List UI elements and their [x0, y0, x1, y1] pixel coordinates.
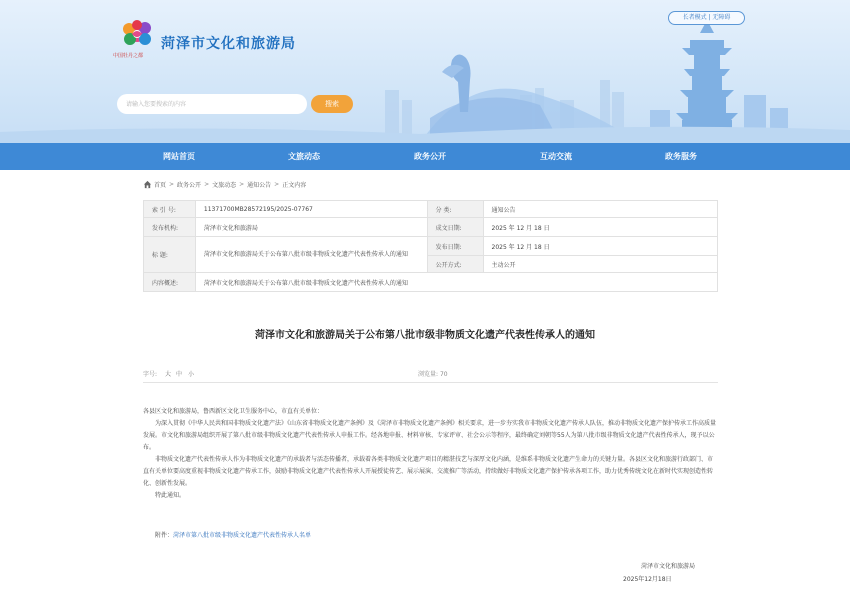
- published-date-label: 发布日期:: [427, 237, 483, 256]
- article-meta: [143, 369, 718, 381]
- created-date-value: 2025 年 12 月 18 日: [483, 218, 718, 237]
- main-nav: [0, 143, 850, 170]
- article-body: [143, 406, 718, 502]
- search-input[interactable]: [117, 94, 307, 114]
- home-icon: [143, 180, 152, 189]
- breadcrumb-separator: >: [239, 180, 245, 188]
- disclosure-method-label: 公开方式:: [427, 256, 483, 273]
- nav-item-interaction[interactable]: 互动交流: [540, 152, 572, 161]
- view-count-value: 70: [439, 371, 448, 378]
- site-title[interactable]: 菏泽市文化和旅游局: [161, 36, 296, 52]
- paragraph: 为深入贯彻《中华人民共和国非物质文化遗产法》《山东省非物质文化遗产条例》及《菏泽市非物质文化遗产条例》相关要求，进一步夯实我市非物质文化遗产传承人队伍，推动非物质文化遗产保护传承工作高质量发展。市文化和旅游局组织开展了第八批市级非物质文化遗产代表性传承人申报工作。经各地申报、材料审核、专家评审、社会公示等程序，最终确定刘朝等55人为第八批市级非物质文化遗产代表性传承人，现予以公布。: [143, 420, 717, 451]
- summary-value: 菏泽市文化和旅游局关于公布第八批市级非物质文化遗产代表性传承人的通知: [195, 273, 717, 292]
- site-header: [0, 0, 850, 143]
- index-number-label: 索 引 号:: [144, 201, 196, 218]
- logo-tagline: 中国牡丹之都: [113, 53, 144, 59]
- font-size-medium[interactable]: 中: [176, 371, 183, 378]
- summary-label: 内容概述:: [144, 273, 196, 292]
- font-size-large[interactable]: 大: [165, 371, 172, 378]
- accessibility-links[interactable]: 长者模式 | 无障碍: [668, 11, 745, 25]
- font-size-small[interactable]: 小: [188, 371, 195, 378]
- signature-organization: 菏泽市文化和旅游局: [641, 563, 696, 570]
- view-count: [418, 369, 448, 378]
- category-value: 通知公告: [483, 201, 718, 218]
- title-label: 标 题:: [144, 237, 196, 273]
- category-label: 分 类:: [427, 201, 483, 218]
- nav-item-government-services[interactable]: 政务服务: [665, 152, 697, 161]
- view-count-label: 浏览量:: [418, 371, 439, 378]
- document-info-table: [143, 200, 718, 292]
- search-button[interactable]: 搜索: [311, 95, 353, 113]
- font-size-label: 字号:: [143, 371, 158, 378]
- attachment-label: 附件：: [155, 532, 174, 539]
- breadcrumb-current: 正文内容: [282, 181, 307, 189]
- publisher-label: 发布机构:: [144, 218, 196, 237]
- salutation: 各县区文化和旅游局，鲁西新区文化卫生服务中心，市直有关单位：: [143, 408, 324, 415]
- breadcrumb-government-disclosure[interactable]: 政务公开: [177, 181, 202, 189]
- breadcrumb-notices[interactable]: 通知公告: [247, 181, 272, 189]
- breadcrumb-separator: >: [204, 180, 210, 188]
- created-date-label: 成文日期:: [427, 218, 483, 237]
- title-value: 菏泽市文化和旅游局关于公布第八批市级非物质文化遗产代表性传承人的通知: [195, 237, 427, 273]
- divider: [143, 382, 718, 383]
- attachment: [155, 530, 311, 539]
- breadcrumb-separator: >: [169, 180, 175, 188]
- attachment-link[interactable]: 菏泽市第八批市级非物质文化遗产代表性传承人名单: [173, 532, 312, 539]
- publisher-value: 菏泽市文化和旅游局: [195, 218, 427, 237]
- breadcrumb-separator: >: [274, 180, 280, 188]
- index-number-value: 11371700MB28572195/2025-07767: [195, 201, 427, 218]
- nav-item-government-disclosure[interactable]: 政务公开: [414, 152, 446, 161]
- breadcrumb-home[interactable]: 首页: [154, 181, 167, 189]
- paragraph: 非物质文化遗产代表性传承人作为非物质文化遗产的承载者与活态传播者，承载着各类非物质文化遗产项目的精湛技艺与深厚文化内涵，是维系非物质文化遗产生命力的关键力量。各县区文化和旅游行政部门、市直有关单位要高度重视非物质文化遗产传承工作，鼓励非物质文化遗产代表性传承人开展授徒传艺、展示展演、交流推广等活动，持续做好非物质文化遗产保护传承各项工作，助力优秀传统文化在新时代实现创造性转化、创新性发展。: [143, 456, 714, 487]
- published-date-value: 2025 年 12 月 18 日: [483, 237, 718, 256]
- signature-date: 2025年12月18日: [623, 576, 672, 583]
- nav-item-culture-tourism-news[interactable]: 文旅动态: [288, 152, 320, 161]
- breadcrumb-culture-tourism-news[interactable]: 文旅动态: [212, 181, 237, 189]
- article-title: 菏泽市文化和旅游局关于公布第八批市级非物质文化遗产代表性传承人的通知: [255, 330, 595, 341]
- nav-item-home[interactable]: 网站首页: [163, 152, 195, 161]
- disclosure-method-value: 主动公开: [483, 256, 718, 273]
- breadcrumb: [143, 179, 306, 189]
- paragraph-closing: 特此通知。: [155, 492, 186, 499]
